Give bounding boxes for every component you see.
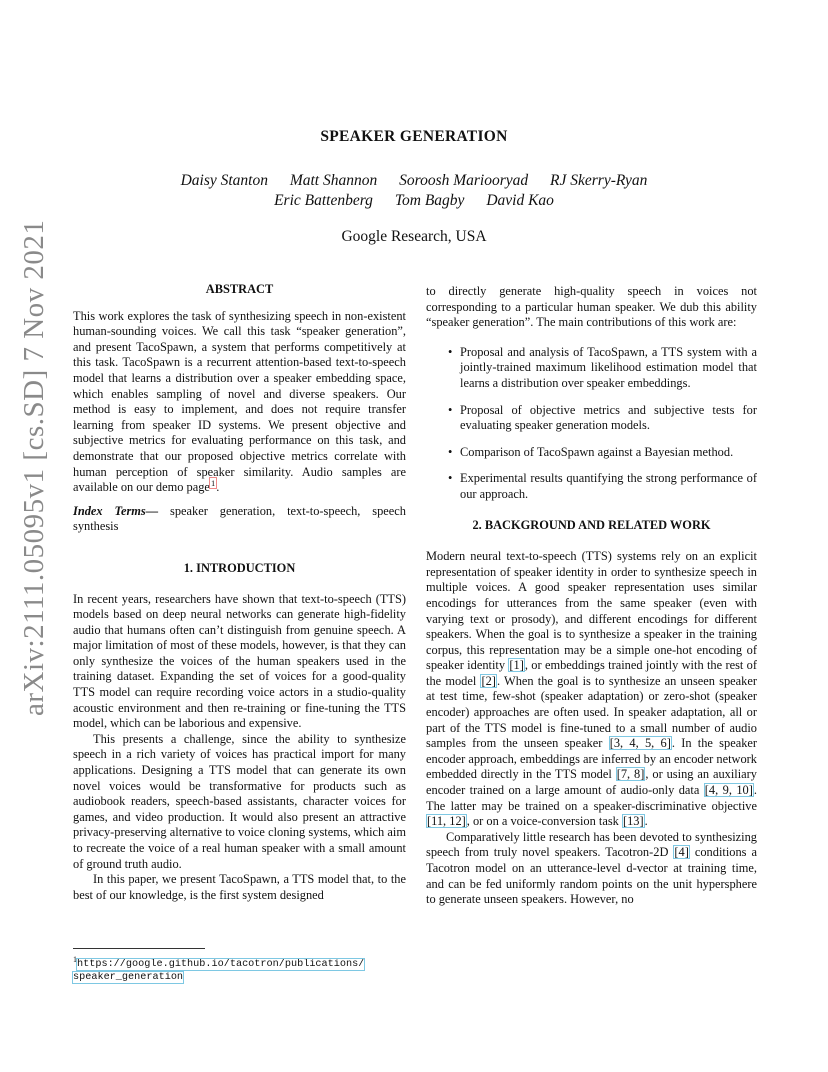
citation-link[interactable]: [2] xyxy=(481,673,496,688)
contributions-intro: to directly generate high-quality speech in voices not corresponding to a particular human speaker. We dub this ability “speaker generation”. The main contributions of this work are: xyxy=(426,284,757,330)
author: David Kao xyxy=(486,192,554,209)
text-run: . When the goal is to synthesize an unseen speaker at test time, few-shot (speaker adaptation) or zero-shot (speaker encoder) approaches are often used. In speaker adaptation, all or part of the TTS model is fine-tuned to a small number of audio samples from the unseen speaker xyxy=(426,673,757,751)
author: Tom Bagby xyxy=(394,192,465,209)
left-column xyxy=(73,282,406,903)
intro-paragraph-3: In this paper, we present TacoSpawn, a TTS model that, to the best of our knowledge, is the first system designed xyxy=(73,872,406,902)
list-item-text: Proposal of objective metrics and subjective tests for evaluating speaker generation models. xyxy=(460,402,757,433)
index-terms xyxy=(73,504,406,535)
paper-title: SPEAKER GENERATION xyxy=(320,128,508,145)
affiliation: Google Research, USA xyxy=(341,228,487,245)
citation-link[interactable]: [4] xyxy=(674,845,689,860)
author-list xyxy=(0,171,828,211)
background-paragraph-1 xyxy=(426,549,757,830)
bullet-icon: • xyxy=(448,444,453,459)
text-run: Comparatively little research has been devoted to synthesizing speech from truly novel speakers. Tacotron-2D xyxy=(426,829,757,860)
intro-paragraph-2: This presents a challenge, since the ability to synthesize speech in a rich variety of voices has practical import for many applications. Designing a TTS model that can generate its own novel voices would be transformative for products such as audiobook readers, speech-based assistants, character voices for games, and video production. It would also present an attractive privacy-preserving alternative to voice cloning systems, which aim to recreate the voice of a real human speaker with a small amount of ground truth audio. xyxy=(73,731,406,871)
citation-link[interactable]: [1] xyxy=(509,658,524,673)
text-run: , or using an auxiliary encoder trained on a large amount of audio-only data xyxy=(426,767,758,798)
citation-link[interactable]: [13] xyxy=(622,814,644,829)
text-run: . xyxy=(644,814,648,829)
abstract-text xyxy=(73,309,406,496)
background-paragraph-2 xyxy=(426,830,757,908)
arxiv-id-text: arXiv:2111.05095v1 [cs.SD] 7 Nov 2021 xyxy=(18,219,50,716)
author-row-1 xyxy=(0,171,828,191)
citation-link[interactable]: [7, 8] xyxy=(616,767,645,782)
list-item-text: Proposal and analysis of TacoSpawn, a TTS system with a jointly-trained maximum likelihood estimation model that learns a distribution over speaker embeddings. xyxy=(460,344,757,390)
list-item xyxy=(448,402,757,434)
footnote xyxy=(73,953,409,984)
list-item-text: Comparison of TacoSpawn against a Bayesian method. xyxy=(460,444,734,459)
text-run: conditions a Tacotron model on an utterance-level d-vector at training time, and can be fed uniformly random points on the unit hypersphere to generate unseen speakers. However, no xyxy=(426,845,757,907)
abstract-end: . xyxy=(216,480,220,495)
introduction-heading: 1. INTRODUCTION xyxy=(183,560,296,575)
contributions-list xyxy=(426,345,757,503)
text-run: . The latter may be trained on a speaker-discriminative objective xyxy=(426,783,757,813)
author: Soroosh Mariooryad xyxy=(399,172,529,189)
text-run: . In the speaker encoder approach, embeddings are inferred by an encoder network embedded directly in the TTS model xyxy=(426,736,758,782)
abstract-body: This work explores the task of synthesizing speech in non-existent human-sounding voices. We call this task “speaker generation”, and present TacoSpawn, a system that performs competitively at this task. TacoSpawn is a recurrent attention-based text-to-speech model that learns a distribution over a speaker embedding space, which enables sampling of novel and diverse speakers. Our method is easy to implement, and does not require transfer learning from speaker ID systems. We present objective and subjective metrics for evaluating performance on this task, and demonstrate that our proposed objective metrics correlate with human perception of speaker similarity. Audio samples are available on our demo page xyxy=(73,308,406,495)
background-heading: 2. BACKGROUND AND RELATED WORK xyxy=(472,517,711,532)
index-terms-list: speaker generation, text-to-speech, speech synthesis xyxy=(73,503,406,534)
bullet-icon: • xyxy=(448,471,453,486)
footnote-url-link-cont[interactable]: speaker_generation xyxy=(73,972,184,984)
bullet-icon: • xyxy=(448,344,453,359)
footnote-number: 1 xyxy=(73,955,77,964)
text-run: Modern neural text-to-speech (TTS) systems rely on an explicit representation of speaker identity in order to synthesize speech in multiple voices. A good speaker representation uses similar encodings for utterances from the same speaker (even with varying text or prosody), and different encodings for different speakers. When the goal is to synthesize a speaker in the training corpus, this representation may be a simple one-hot encoding of speaker identity xyxy=(426,549,757,673)
citation-link[interactable]: [11, 12] xyxy=(427,814,466,829)
right-column xyxy=(426,284,757,908)
citation-link[interactable]: [3, 4, 5, 6] xyxy=(609,736,671,751)
citation-link[interactable]: [4, 9, 10] xyxy=(704,783,753,798)
abstract-heading: ABSTRACT xyxy=(205,282,274,296)
text-run: , or embeddings trained jointly with the rest of the model xyxy=(426,658,758,688)
text-run: , or on a voice-conversion task xyxy=(466,814,622,829)
list-item-text: Experimental results quantifying the strong performance of our approach. xyxy=(460,471,757,501)
author: Eric Battenberg xyxy=(274,192,373,209)
list-item xyxy=(448,344,757,392)
footnote-url-link[interactable]: https://google.github.io/tacotron/publications/ xyxy=(77,959,365,971)
index-terms-label: Index Terms— xyxy=(73,503,159,518)
intro-paragraph-1: In recent years, researchers have shown that text-to-speech (TTS) models based on deep neural networks can generate high-fidelity audio that humans often can’t distinguish from genuine speech. A major limitation of most of these models, however, is that they can only synthesize the voices of the human speakers used in the training dataset. Expanding the set of voices for a good-quality TTS model can require recording voice actors in a studio-quality acoustic environment and then re-training or fine-tuning the TTS model, which can be laborious and expensive. xyxy=(73,591,406,731)
author: Matt Shannon xyxy=(289,172,378,189)
list-item xyxy=(448,444,757,461)
author: RJ Skerry-Ryan xyxy=(550,172,648,189)
footnote-divider xyxy=(73,948,205,949)
bullet-icon: • xyxy=(448,402,453,417)
author: Daisy Stanton xyxy=(180,172,268,189)
list-item xyxy=(448,471,757,502)
author-row-2 xyxy=(0,191,828,211)
footnote-link[interactable]: 1 xyxy=(210,478,216,488)
